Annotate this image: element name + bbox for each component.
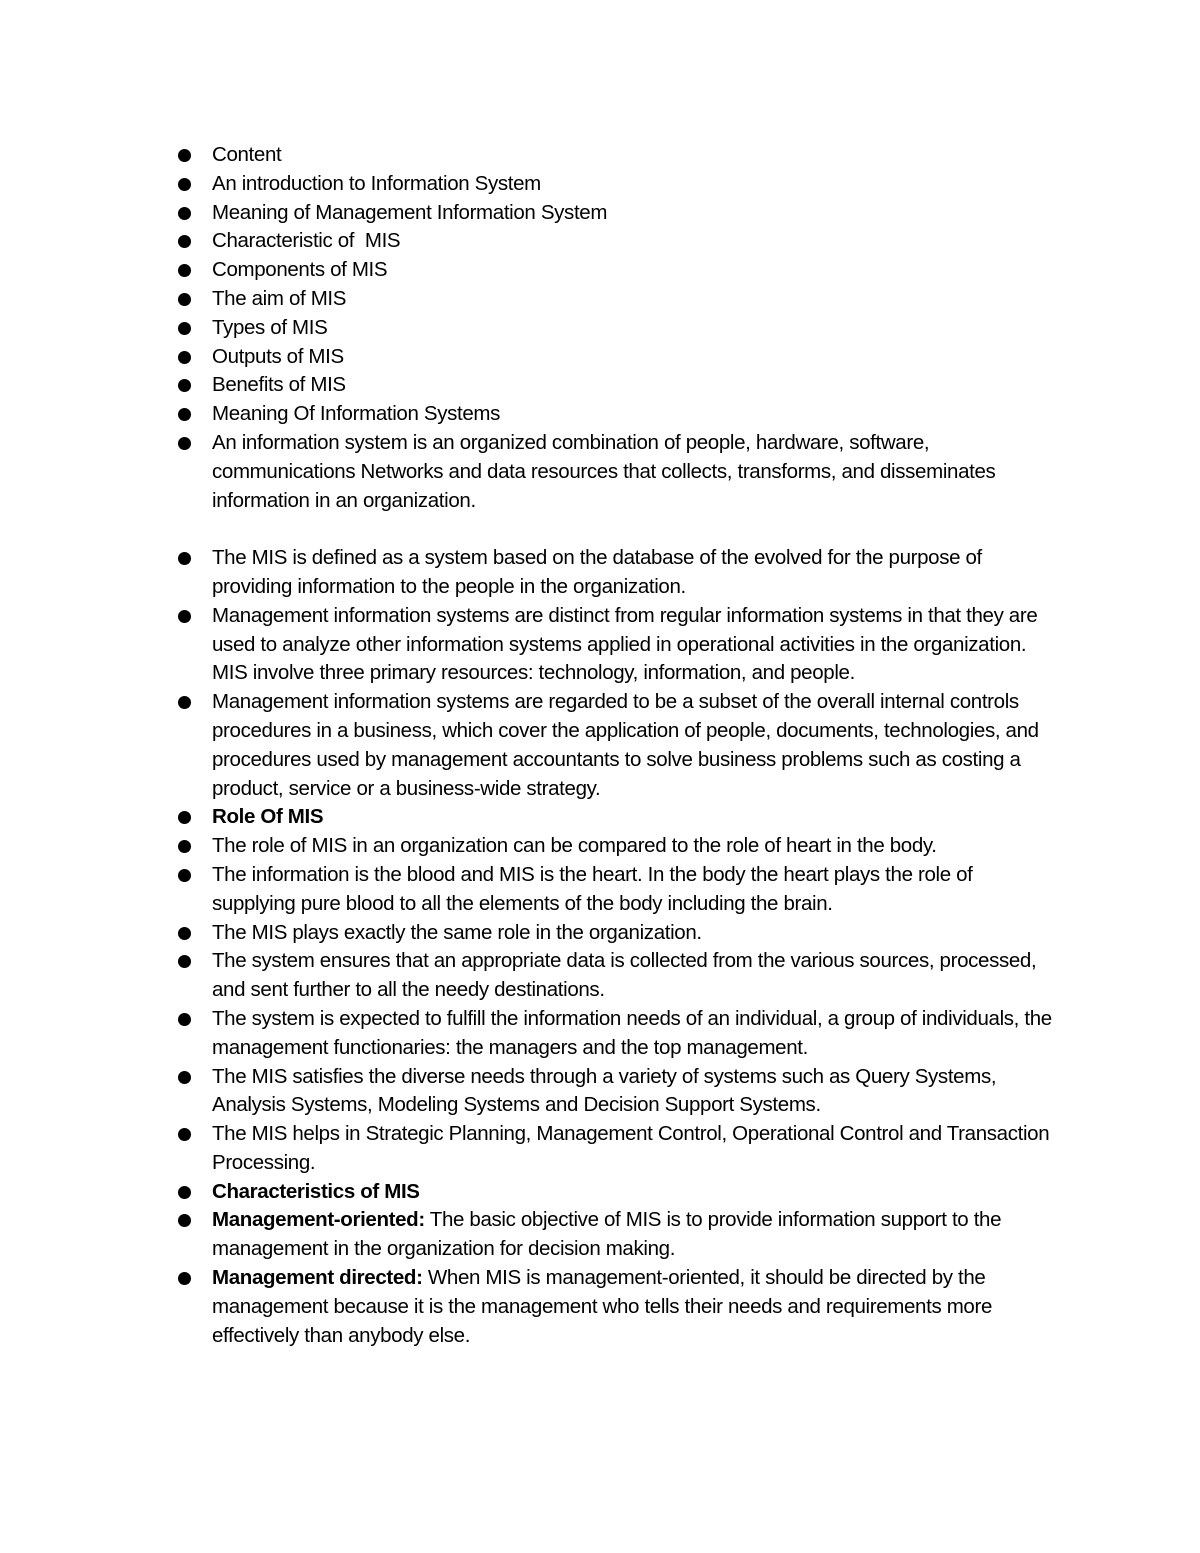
list-item-text: Meaning of Management Information System — [212, 200, 608, 224]
list-item — [178, 688, 1058, 803]
bullet-icon — [178, 149, 191, 162]
list-item-text: Outputs of MIS — [212, 344, 344, 368]
bullet-icon — [178, 437, 191, 450]
list-item-text: Content — [212, 143, 282, 166]
list-item — [178, 141, 1058, 170]
bullet-icon — [178, 351, 191, 364]
list-item — [178, 256, 1058, 285]
list-item-text: An information system is an organized combination of people, hardware, software, communications Networks and data resources that collects, transforms, and disseminates information in an organization. — [212, 430, 996, 512]
list-item-label: Management directed: — [212, 1266, 423, 1290]
list-item — [178, 371, 1058, 400]
list-item — [178, 602, 1058, 688]
list-item — [178, 285, 1058, 314]
bullet-icon — [178, 207, 191, 220]
list-item — [178, 1206, 1058, 1264]
section-heading — [178, 803, 1058, 832]
section-heading-text: Characteristics of MIS — [212, 1179, 420, 1203]
list-item-text: The MIS is defined as a system based on the database of the evolved for the purpose of providing information to the people in the organization. — [212, 546, 982, 598]
section-heading-text: Role Of MIS — [212, 805, 324, 829]
bullet-icon — [178, 1186, 191, 1199]
bullet-icon — [178, 840, 191, 853]
list-item-text: The MIS plays exactly the same role in the organization. — [212, 920, 702, 944]
list-item-text: The basic objective of MIS is to provide information support to the management in the organization for decision making. — [212, 1208, 1007, 1261]
list-item — [178, 343, 1058, 372]
bullet-list — [178, 141, 1058, 1350]
list-item — [178, 947, 1058, 1005]
list-item — [178, 919, 1058, 948]
list-item — [178, 170, 1058, 199]
section-heading — [178, 1178, 1058, 1207]
list-item-text: Benefits of MIS — [212, 373, 346, 397]
list-item-text: Management information systems are regarded to be a subset of the overall internal controls procedures in a business, which cover the application of people, documents, technologies, and procedures used by management accountants to solve business problems such as costing a product, service or a business-wide strategy. — [212, 690, 1039, 800]
bullet-icon — [178, 293, 191, 306]
list-item-text: The MIS satisfies the diverse needs through a variety of systems such as Query Systems, Analysis Systems, Modeling Systems and Decision Support Systems. — [212, 1064, 997, 1117]
bullet-icon — [178, 1128, 191, 1141]
bullet-icon — [178, 811, 191, 824]
bullet-icon — [178, 379, 191, 392]
bullet-icon — [178, 955, 191, 968]
list-item — [178, 1005, 1058, 1063]
list-item — [178, 1264, 1058, 1350]
bullet-icon — [178, 264, 191, 277]
list-item-text: Management information systems are distinct from regular information systems in that they are used to analyze other information systems applied in operational activities in the organization. MIS involve three primary resources: technology, information, and people. — [212, 603, 1038, 685]
bullet-icon — [178, 178, 191, 191]
list-item-text: Types of MIS — [212, 315, 328, 339]
bullet-icon — [178, 1272, 191, 1285]
list-item — [178, 227, 1058, 256]
bullet-icon — [178, 927, 191, 940]
bullet-icon — [178, 552, 191, 565]
bullet-icon — [178, 696, 191, 709]
list-item-text: The aim of MIS — [212, 286, 347, 310]
list-item — [178, 1120, 1058, 1178]
bullet-icon — [178, 610, 191, 623]
list-item-text: An introduction to Information System — [212, 171, 541, 195]
list-item-text: The system ensures that an appropriate data is collected from the various sources, processed, and sent further to all the needy destinations. — [212, 949, 1037, 1002]
list-item — [178, 400, 1058, 429]
bullet-icon — [178, 1013, 191, 1026]
bullet-icon — [178, 322, 191, 335]
bullet-icon — [178, 869, 191, 882]
list-item-text: When MIS is management-oriented, it should be directed by the management because it is the management who tells their needs and requirements more effectively than anybody else. — [212, 1266, 998, 1347]
list-item — [178, 429, 1058, 515]
list-item — [178, 199, 1058, 228]
bullet-icon — [178, 1214, 191, 1227]
list-item — [178, 314, 1058, 343]
list-item-text: Meaning Of Information Systems — [212, 402, 501, 426]
bullet-icon — [178, 1071, 191, 1084]
list-item — [178, 832, 1058, 861]
list-item-text: The role of MIS in an organization can be compared to the role of heart in the body. — [212, 834, 937, 858]
list-item-text: Components of MIS — [212, 258, 388, 282]
list-item-text: The information is the blood and MIS is the heart. In the body the heart plays the role of supplying pure blood to all the elements of the body including the brain. — [212, 862, 973, 915]
bullet-icon — [178, 235, 191, 248]
list-item — [178, 1063, 1058, 1121]
list-item — [178, 861, 1058, 919]
list-item-text: The system is expected to fulfill the information needs of an individual, a group of individuals, the management functionaries: the managers and the top management. — [212, 1006, 1052, 1059]
list-item-text: Characteristic of MIS — [212, 229, 401, 253]
bullet-icon — [178, 408, 191, 421]
list-item — [178, 544, 1058, 602]
list-item-text: The MIS helps in Strategic Planning, Management Control, Operational Control and Transaction Processing. — [212, 1122, 1050, 1174]
list-item-label: Management-oriented: — [212, 1208, 425, 1232]
